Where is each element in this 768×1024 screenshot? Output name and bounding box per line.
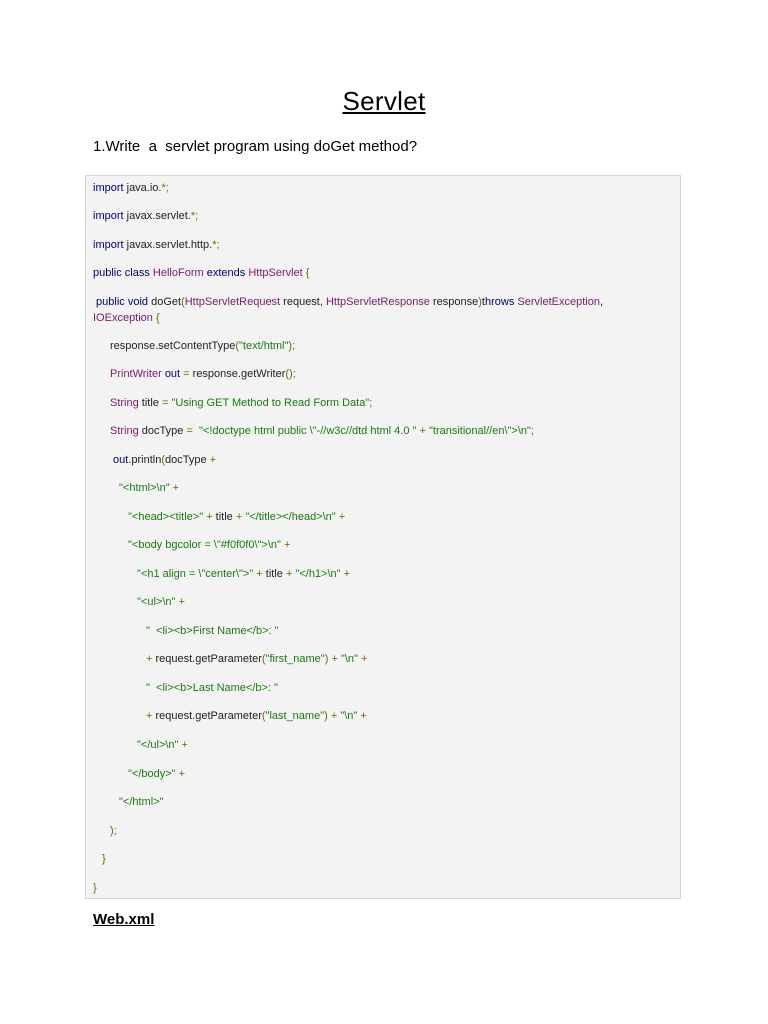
- code-token: +: [181, 739, 188, 751]
- code-token: doGet: [151, 296, 182, 308]
- code-line: [110, 339, 295, 353]
- code-token: +: [178, 768, 186, 780]
- code-token: HttpServletRequest: [184, 296, 284, 308]
- code-token: javax.servlet.: [126, 210, 191, 222]
- code-token: =: [186, 425, 199, 437]
- code-token: "</title></head>\n": [245, 511, 339, 523]
- code-token: "<html>\n": [119, 482, 173, 494]
- code-token: import: [93, 210, 127, 222]
- code-token: "Using GET Method to Read Form Data": [171, 397, 370, 409]
- code-line: [93, 266, 309, 280]
- code-line: [93, 881, 97, 895]
- code-line: [110, 424, 534, 438]
- code-token: +: [146, 710, 156, 722]
- code-token: +: [172, 482, 180, 494]
- code-token: public void: [93, 296, 152, 308]
- code-token: *;: [161, 182, 169, 194]
- code-line: [93, 209, 198, 223]
- code-token: (: [161, 454, 165, 466]
- code-token: );: [110, 825, 117, 837]
- code-token: String: [110, 425, 142, 437]
- code-token: "</html>": [119, 796, 164, 808]
- code-token: ,: [599, 296, 603, 308]
- code-token: +: [283, 539, 291, 551]
- code-line: [113, 453, 216, 467]
- code-token: import: [93, 239, 127, 251]
- code-line: [93, 181, 169, 195]
- code-token: =: [161, 397, 172, 409]
- code-token: +: [343, 568, 351, 580]
- code-token: +: [419, 425, 429, 437]
- code-token: "<body bgcolor = \"#f0f0f0\">\n": [128, 539, 284, 551]
- code-token: {: [305, 267, 310, 279]
- code-line: [146, 709, 367, 723]
- code-token: extends: [206, 267, 249, 279]
- code-token: "<ul>\n": [137, 596, 179, 608]
- code-token: throws: [481, 296, 518, 308]
- code-token: " <li><b>Last Name</b>: ": [146, 682, 278, 694]
- code-token: .println: [128, 454, 162, 466]
- code-line: [93, 295, 603, 309]
- code-token: ServletException: [517, 296, 600, 308]
- code-token: ) +: [324, 710, 341, 722]
- code-token: "transitional//en\">\n": [428, 425, 531, 437]
- code-token: PrintWriter: [110, 368, 165, 380]
- code-token: "\n": [340, 653, 361, 665]
- code-line: [110, 824, 117, 838]
- code-token: out: [164, 368, 184, 380]
- code-token: HelloForm: [152, 267, 207, 279]
- code-token: );: [288, 340, 296, 352]
- code-token: "<!doctype html public \"-//w3c//dtd html 4.0 ": [198, 425, 420, 437]
- code-token: title: [265, 568, 286, 580]
- code-token: +: [285, 568, 296, 580]
- code-token: HttpServlet: [248, 267, 306, 279]
- code-token: response: [432, 296, 479, 308]
- code-token: "last_name": [265, 710, 325, 722]
- code-token: (: [181, 296, 185, 308]
- code-token: +: [235, 511, 246, 523]
- code-token: (: [261, 653, 266, 665]
- code-token: HttpServletResponse: [325, 296, 433, 308]
- code-line: [110, 396, 372, 410]
- code-token: +: [209, 454, 217, 466]
- code-token: javax.servlet.http.: [126, 239, 213, 251]
- code-token: java.io.: [126, 182, 162, 194]
- code-line: [110, 367, 296, 381]
- code-token: ;: [369, 397, 373, 409]
- code-token: ) +: [324, 653, 341, 665]
- code-token: }: [93, 882, 97, 894]
- code-token: *;: [190, 210, 199, 222]
- code-token: (: [261, 710, 266, 722]
- code-token: "text/html": [239, 340, 289, 352]
- code-token: +: [178, 596, 185, 608]
- code-token: IOException: [93, 312, 156, 324]
- code-token: "</ul>\n": [137, 739, 182, 751]
- code-line: [128, 767, 185, 781]
- code-token: "first_name": [265, 653, 325, 665]
- code-token: docType: [165, 454, 210, 466]
- code-token: response.setContentType: [110, 340, 236, 352]
- code-token: title: [215, 511, 236, 523]
- code-line: [146, 681, 278, 695]
- web-xml-heading: Web.xml: [93, 911, 155, 928]
- question-heading: 1.Write a servlet program using doGet method?: [93, 138, 418, 155]
- code-token: out: [113, 454, 129, 466]
- code-token: ;: [530, 425, 534, 437]
- page-title: Servlet: [342, 86, 426, 116]
- code-line: [119, 481, 179, 495]
- code-token: +: [206, 511, 216, 523]
- code-token: "</body>": [128, 768, 179, 780]
- code-token: " <li><b>First Name</b>: ": [146, 625, 279, 637]
- code-token: "<head><title>": [128, 511, 207, 523]
- code-line: [137, 567, 350, 581]
- code-line: [93, 311, 160, 325]
- code-token: (: [235, 340, 240, 352]
- code-line: [93, 238, 220, 252]
- code-token: public class: [93, 267, 153, 279]
- code-token: String: [110, 397, 142, 409]
- code-token: request.getParameter: [155, 653, 262, 665]
- code-token: =: [183, 368, 193, 380]
- code-token: +: [338, 511, 346, 523]
- code-token: docType: [141, 425, 187, 437]
- code-token: "<h1 align = \"center\">": [137, 568, 257, 580]
- code-token: response.getWriter: [192, 368, 286, 380]
- code-token: request.getParameter: [155, 710, 262, 722]
- code-block: [85, 175, 681, 899]
- code-line: [146, 652, 367, 666]
- code-token: "\n": [340, 710, 361, 722]
- code-token: +: [360, 710, 367, 722]
- code-token: title: [141, 397, 162, 409]
- code-line: [128, 538, 290, 552]
- code-token: {: [155, 312, 160, 324]
- code-line: [137, 738, 188, 752]
- code-token: }: [102, 853, 106, 865]
- code-line: [128, 510, 345, 524]
- code-token: "</h1>\n": [295, 568, 344, 580]
- code-token: *;: [212, 239, 220, 251]
- code-token: request,: [283, 296, 326, 308]
- code-line: [119, 795, 164, 809]
- code-line: [102, 852, 106, 866]
- code-token: +: [256, 568, 266, 580]
- code-token: ();: [285, 368, 296, 380]
- code-line: [146, 624, 279, 638]
- code-token: +: [360, 653, 368, 665]
- code-token: +: [146, 653, 156, 665]
- code-token: import: [93, 182, 127, 194]
- code-token: ): [478, 296, 482, 308]
- code-line: [137, 595, 185, 609]
